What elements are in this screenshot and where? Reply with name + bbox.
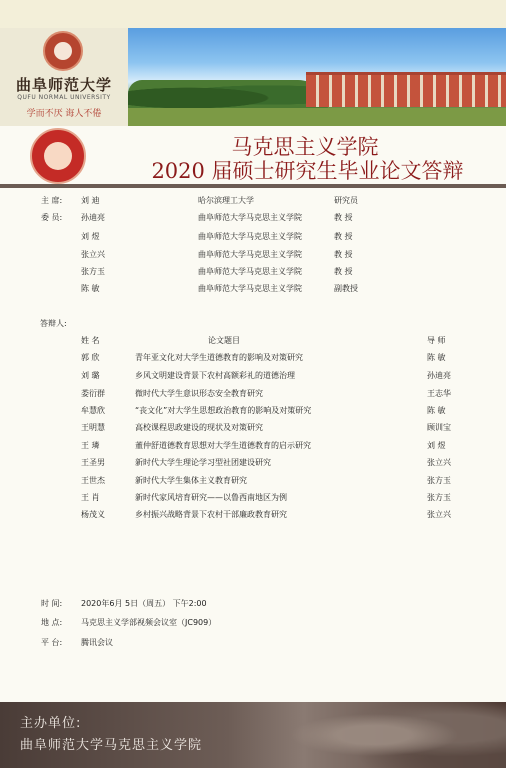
advisor-name: 张方玉 xyxy=(427,476,451,485)
advisor-name: 张立兴 xyxy=(427,458,451,467)
candidate-name: 牟慧欣 xyxy=(81,406,105,415)
place-value: 马克思主义学部视频会议室（JC909） xyxy=(81,618,217,627)
committee-name: 孙迪亮 xyxy=(81,213,105,222)
header-divider xyxy=(0,184,506,188)
stone-relief-decoration xyxy=(286,702,506,768)
candidate-name: 刘 璐 xyxy=(81,371,100,380)
page-title-college: 马克思主义学院 xyxy=(231,135,379,159)
organizer-name: 曲阜师范大学马克思主义学院 xyxy=(20,738,203,753)
candidate-name: 王明慧 xyxy=(81,423,105,432)
committee-role: 主 席: xyxy=(41,196,63,205)
time-label: 时 间: xyxy=(41,599,63,608)
committee-name: 张立兴 xyxy=(81,250,105,259)
column-header-advisor: 导 师 xyxy=(427,336,446,345)
thesis-topic: 新时代家风培育研究——以鲁西南地区为例 xyxy=(135,493,287,502)
committee-position: 教 授 xyxy=(334,232,353,241)
committee-org: 曲阜师范大学马克思主义学院 xyxy=(198,284,302,293)
university-name-logo: 曲阜师范大学 xyxy=(15,76,112,94)
committee-name: 陈 敏 xyxy=(81,284,100,293)
thesis-topic: 乡风文明建设背景下农村高额彩礼的道德治理 xyxy=(135,371,295,380)
organizer-label: 主办单位: xyxy=(20,716,82,731)
candidate-name: 杨茂义 xyxy=(81,510,105,519)
thesis-topic: 新时代大学生理论学习型社团建设研究 xyxy=(135,458,271,467)
committee-org: 曲阜师范大学马克思主义学院 xyxy=(198,232,302,241)
time-value: 2020年6月 5日（周五） 下午2:00 xyxy=(81,599,207,608)
committee-position: 教 授 xyxy=(334,213,353,222)
thesis-topic: “丧文化”对大学生思想政治教育的影响及对策研究 xyxy=(135,406,312,415)
thesis-topic: 高校课程思政建设的现状及对策研究 xyxy=(135,423,263,432)
committee-org: 曲阜师范大学马克思主义学院 xyxy=(198,250,302,259)
advisor-name: 顾训宝 xyxy=(427,423,451,432)
page-title-event: 2020 届硕士研究生毕业论文答辩 xyxy=(151,159,464,183)
defense-label: 答辩人: xyxy=(40,319,67,328)
column-header-name: 姓 名 xyxy=(81,336,100,345)
candidate-name: 郭 欣 xyxy=(81,353,100,362)
university-logo-panel xyxy=(0,28,128,126)
thesis-topic: 乡村振兴战略背景下农村干部廉政教育研究 xyxy=(135,510,287,519)
committee-position: 教 授 xyxy=(334,250,353,259)
university-seal-icon xyxy=(43,31,83,71)
university-english-name: QUFU NORMAL UNIVERSITY xyxy=(17,94,111,101)
thesis-topic: 董仲舒道德教育思想对大学生道德教育的启示研究 xyxy=(135,441,311,450)
advisor-name: 陈 敏 xyxy=(427,353,446,362)
college-emblem-icon xyxy=(30,128,86,184)
thesis-topic: 微时代大学生意识形态安全教育研究 xyxy=(135,389,263,398)
committee-position: 副教授 xyxy=(334,284,358,293)
committee-org: 哈尔滨理工大学 xyxy=(198,196,254,205)
candidate-name: 王 肖 xyxy=(81,493,100,502)
advisor-name: 刘 煜 xyxy=(427,441,446,450)
advisor-name: 陈 敏 xyxy=(427,406,446,415)
trees-illustration xyxy=(128,80,328,110)
campus-photo xyxy=(128,28,506,126)
column-header-topic: 论文题目 xyxy=(208,336,240,345)
committee-position: 研究员 xyxy=(334,196,358,205)
advisor-name: 张立兴 xyxy=(427,510,451,519)
thesis-topic: 青年亚文化对大学生道德教育的影响及对策研究 xyxy=(135,353,303,362)
advisor-name: 孙迪亮 xyxy=(427,371,451,380)
candidate-name: 王圣男 xyxy=(81,458,105,467)
advisor-name: 张方玉 xyxy=(427,493,451,502)
top-strip xyxy=(0,0,506,28)
committee-org: 曲阜师范大学马克思主义学院 xyxy=(198,213,302,222)
platform-value: 腾讯会议 xyxy=(81,638,113,647)
university-motto: 学而不厌 诲人不倦 xyxy=(26,109,102,119)
advisor-name: 王志华 xyxy=(427,389,451,398)
committee-name: 刘 煜 xyxy=(81,232,100,241)
lawn-illustration xyxy=(128,108,506,126)
candidate-name: 王世杰 xyxy=(81,476,105,485)
candidate-name: 王 璘 xyxy=(81,441,100,450)
committee-role: 委 员: xyxy=(41,213,63,222)
building-illustration xyxy=(306,72,506,107)
committee-org: 曲阜师范大学马克思主义学院 xyxy=(198,267,302,276)
committee-name: 张方玉 xyxy=(81,267,105,276)
platform-label: 平 台: xyxy=(41,638,63,647)
committee-position: 教 授 xyxy=(334,267,353,276)
candidate-name: 娄衍群 xyxy=(81,389,105,398)
place-label: 地 点: xyxy=(41,618,63,627)
committee-name: 刘 迪 xyxy=(81,196,100,205)
thesis-topic: 新时代大学生集体主义教育研究 xyxy=(135,476,247,485)
